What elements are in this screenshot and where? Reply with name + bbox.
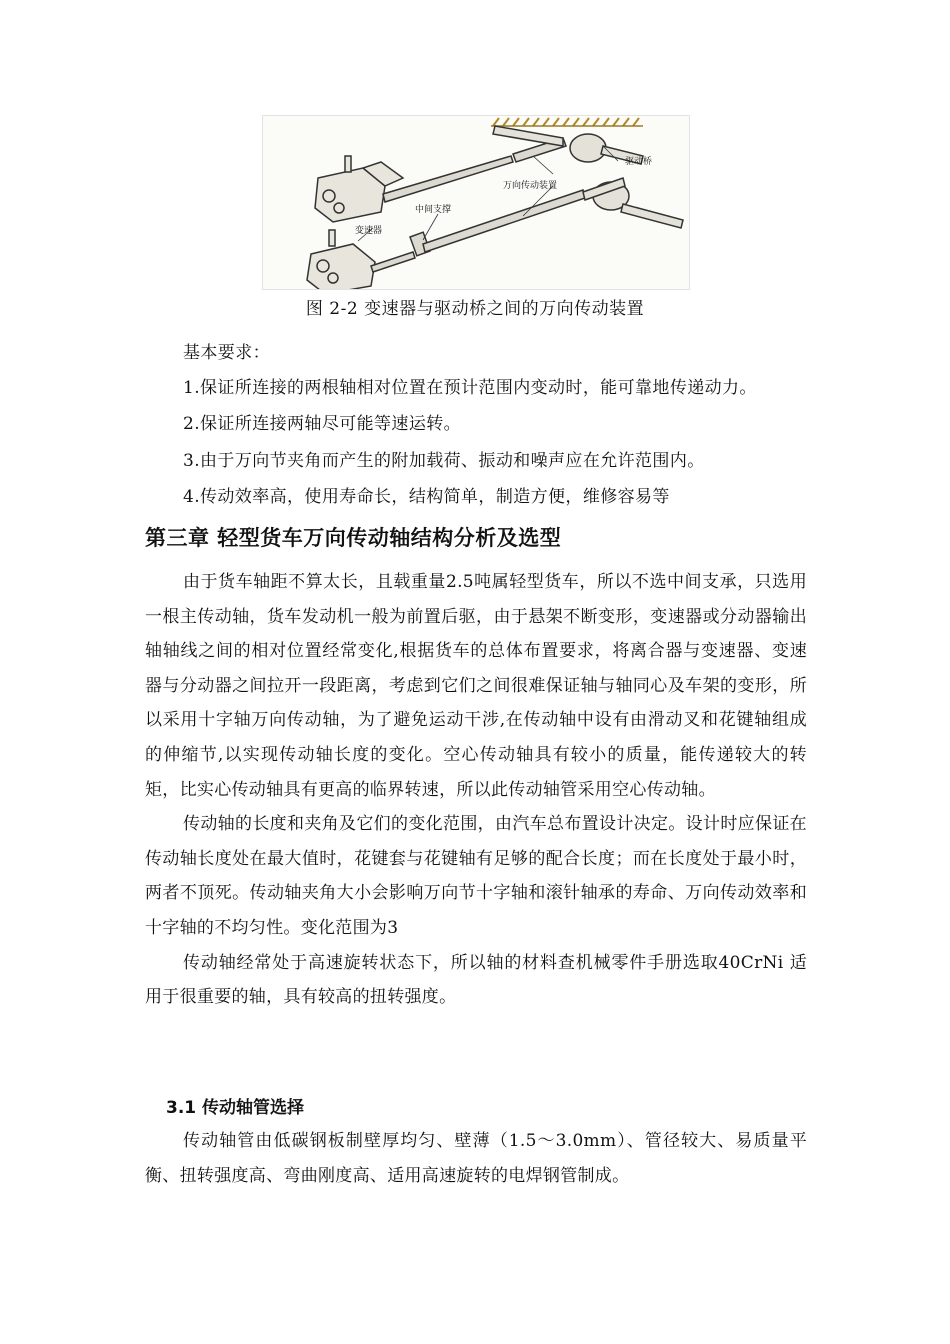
label-universal-drive: 万向传动装置	[503, 181, 558, 191]
requirement-item: 2.保证所连接两轴尽可能等速运转。	[183, 414, 462, 434]
drivetrain-illustration	[263, 116, 689, 289]
requirement-item: 3.由于万向节夹角而产生的附加载荷、振动和噪声应在允许范围内。	[183, 451, 705, 471]
paragraph: 传动轴经常处于高速旋转状态下，所以轴的材料查机械零件手册选取40CrNi 适用于很重要的轴，具有较高的扭转强度。	[145, 952, 807, 1008]
paragraph: 由于货车轴距不算太长，且载重量2.5吨属轻型货车，所以不选中间支承，只选用一根主传动轴，货车发动机一般为前置后驱，由于悬架不断变形，变速器或分动器输出轴轴线之间的相对位置经常变化,根据货车的总体布置要求，将离合器与变速器、变速器与分动器之间拉开一段距离，考虑到它们之间很难保证轴与轴同心及车架的变形，所以采用十字轴万向传动轴，为了避免运动干涉,在传动轴中设有由滑动叉和花键轴组成的伸缩节,以实现传动轴长度的变化。空心传动轴具有较小的质量，能传递较大的转矩，比实心传动轴具有更高的临界转速，所以此传动轴管采用空心传动轴。	[145, 572, 807, 800]
drivetrain-figure	[262, 115, 690, 290]
label-drive-axle: 驱动桥	[625, 157, 653, 167]
section-body-text	[145, 1124, 807, 1193]
requirement-item: 1.保证所连接的两根轴相对位置在预计范围内变动时，能可靠地传递动力。	[183, 378, 757, 398]
requirement-item: 4.传动效率高，使用寿命长，结构简单，制造方便，维修容易等	[183, 487, 670, 507]
chapter-title: 第三章 轻型货车万向传动轴结构分析及选型	[145, 526, 562, 550]
label-transmission: 变速器	[355, 226, 383, 236]
body-text	[145, 565, 807, 1015]
requirements-heading: 基本要求：	[183, 343, 270, 363]
paragraph: 传动轴管由低碳钢板制壁厚均匀、壁薄（1.5～3.0mm）、管径较大、易质量平衡、扭转强度高、弯曲刚度高、适用高速旋转的电焊钢管制成。	[145, 1131, 807, 1186]
label-center-support: 中间支撑	[415, 205, 452, 215]
figure-caption: 图 2-2 变速器与驱动桥之间的万向传动装置	[305, 299, 645, 319]
section-title: 3.1 传动轴管选择	[166, 1098, 305, 1118]
paragraph: 传动轴的长度和夹角及它们的变化范围，由汽车总布置设计决定。设计时应保证在传动轴长度处在最大值时，花键套与花键轴有足够的配合长度；而在长度处于最小时，两者不顶死。传动轴夹角大小会影响万向节十字轴和滚针轴承的寿命、万向传动效率和十字轴的不均匀性。变化范围为3	[145, 814, 807, 938]
